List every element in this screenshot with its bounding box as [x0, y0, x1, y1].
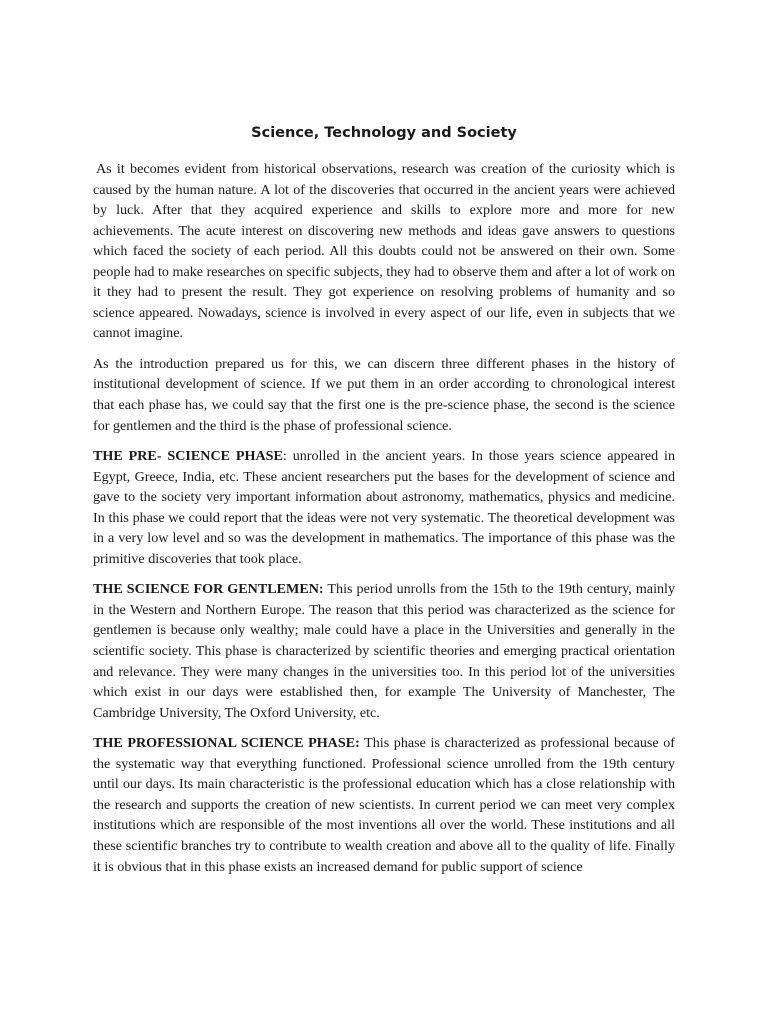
pre-science-paragraph	[93, 446, 675, 569]
phases-intro-paragraph: As the introduction prepared us for this, we can discern three different phases in the history of institutional development of science. If we put them in an order according to chronological interest that each phase has, we could say that the first one is the pre-science phase, the second is the science for gentlemen and the third is the phase of professional science.	[93, 355, 675, 434]
pre-science-text: : unrolled in the ancient years. In those years science appeared in Egypt, Greece, India, etc. These ancient researchers put the bases for the development of science and gave to the society very important information about astronomy, mathematics, physics and medicine. In this phase we could report that the ideas were not very systematic. The theoretical development was in a very low level and so was the development in mathematics. The importance of this phase was the primitive discoveries that took place.	[93, 448, 675, 567]
intro-paragraph: As it becomes evident from historical observations, research was creation of the curiosity which is caused by the human nature. A lot of the discoveries that occurred in the ancient years were achieved by luck. After that they acquired experience and skills to explore more and more for new achievements. The acute interest on discovering new methods and ideas gave answers to questions which faced the society of each period. All this doubts could not be answered on their own. Some people had to make researches on specific subjects, they had to observe them and after a lot of work on it they had to present the result. They got experience on resolving problems of humanity and so science appeared. Nowadays, science is involved in every aspect of our life, even in subjects that we cannot imagine.	[93, 161, 675, 342]
gentlemen-paragraph	[93, 579, 675, 723]
gentlemen-text: This period unrolls from the 15th to the 19th century, mainly in the Western and Northern Europe. The reason that this period was characterized as the science for gentlemen is because only wealthy; male could have a place in the Universities and generally in the scientific society. This phase is characterized by scientific theories and emerging practical orientation and relevance. They were many changes in the universities too. In this period lot of the universities which exist in our days were established then, for example The University of Manchester, The Cambridge University, The Oxford University, etc.	[93, 581, 675, 721]
document-title: Science, Technology and Society	[251, 125, 517, 141]
professional-paragraph	[93, 733, 675, 877]
professional-heading: THE PROFESSIONAL SCIENCE PHASE:	[93, 735, 360, 752]
document-body	[93, 159, 675, 887]
professional-text: This phase is characterized as professional because of the systematic way that everything functioned. Professional science unrolled from the 19th century until our days. Its main characteristic is the professional education which has a close relationship with the research and supports the creation of new scientists. In current period we can meet very complex institutions which are responsible of the most inventions all over the world. These institutions and all these scientific branches try to contribute to wealth creation and above all to the quality of life. Finally it is obvious that in this phase exists an increased demand for public support of science	[93, 735, 676, 875]
pre-science-heading: THE PRE- SCIENCE PHASE	[93, 448, 283, 465]
gentlemen-heading: THE SCIENCE FOR GENTLEMEN:	[93, 581, 324, 598]
